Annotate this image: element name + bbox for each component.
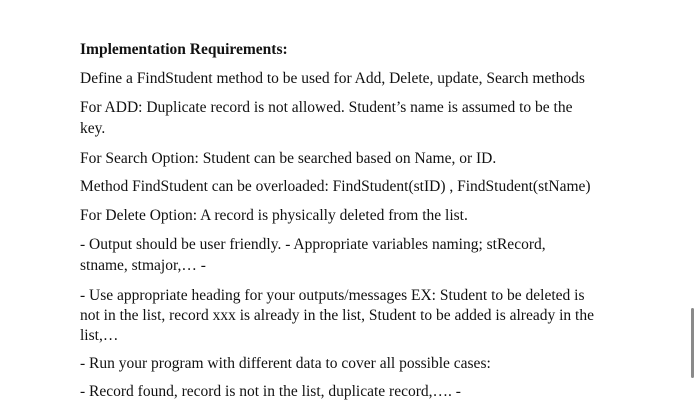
requirement-line: For Delete Option: A record is physically deleted from the list. — [80, 207, 468, 224]
requirement-line: key. — [80, 120, 106, 137]
requirement-line: not in the list, record xxx is already in the list, Student to be added is already in the — [80, 307, 594, 324]
requirement-line: For ADD: Duplicate record is not allowed. Student’s name is assumed to be the — [80, 99, 573, 116]
requirement-line: - Record found, record is not in the list, duplicate record,…. - — [80, 383, 461, 400]
requirement-line: - Output should be user friendly. - Appropriate variables naming; stRecord, — [80, 236, 546, 253]
requirement-line: Method FindStudent can be overloaded: FindStudent(stID) , FindStudent(stName) — [80, 178, 591, 195]
document-heading: Implementation Requirements: — [80, 41, 288, 58]
requirement-line: Define a FindStudent method to be used for Add, Delete, update, Search methods — [80, 70, 585, 87]
requirement-line: list,… — [80, 327, 119, 344]
requirement-line: - Run your program with different data to cover all possible cases: — [80, 355, 491, 372]
vertical-scrollbar[interactable] — [691, 308, 694, 378]
requirement-line: For Search Option: Student can be searched based on Name, or ID. — [80, 150, 497, 167]
requirement-line: stname, stmajor,… - — [80, 257, 206, 274]
requirement-line: - Use appropriate heading for your outputs/messages EX: Student to be deleted is — [80, 287, 585, 304]
